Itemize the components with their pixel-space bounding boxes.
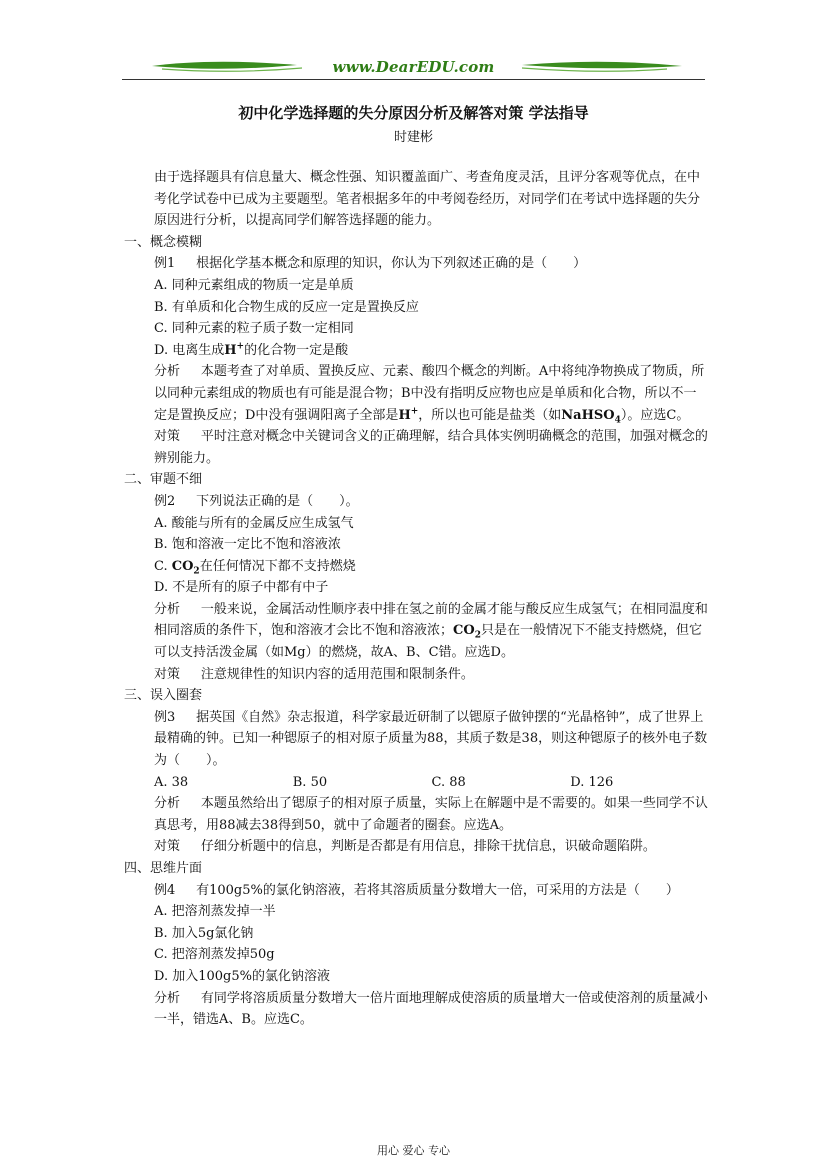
header-rule	[122, 79, 705, 80]
analysis-text: 本题虽然给出了锶原子的相对原子质量，实际上在解题中是不需要的。如果一些同学不认真思考，用88减去38得到50，就中了命题者的圈套。应选A。	[154, 796, 708, 833]
analysis-paragraph	[124, 599, 709, 664]
analysis-text: ）。应选C。	[620, 407, 690, 423]
analysis-text: 只是在一般情况下不能支持燃烧，但它可以支持活泼金属（如Mg）的燃烧，故A、B、C错。应选D。	[154, 623, 702, 661]
analysis-text: 一般来说，金属活动性顺序表中排在氢之前的金属才能与酸反应生成氢气；在相同温度和相同溶质的条件下，饱和溶液才会比不饱和溶液浓；	[154, 601, 708, 639]
option-row	[124, 772, 709, 794]
formula-base: H	[224, 342, 237, 358]
example-label: 例2	[154, 493, 176, 509]
analysis-text: 有同学将溶质质量分数增大一倍片面地理解成使溶质的质量增大一倍或使溶剂的质量减小一半，错选A、B。应选C。	[154, 990, 708, 1028]
option-b: B. 饱和溶液一定比不饱和溶液浓	[154, 537, 341, 553]
option-b: B. 加入5g氯化钠	[154, 925, 254, 941]
option-d: D. 126	[570, 774, 614, 790]
analysis-text: 本题考查了对单质、置换反应、元素、酸四个概念的判断。A中将纯净物换成了物质，所以同种元素组成的物质也有可能是混合物；B中没有指明反应物也应是单质和化合物，所以不一定是置换反应；D中没有强调阳离子全部是	[154, 364, 705, 423]
formula-sup: +	[410, 406, 419, 417]
page-footer: 用心 爱心 专心	[377, 1144, 450, 1157]
option-d	[124, 340, 709, 362]
option-a: A. 把溶剂蒸发掉一半	[154, 904, 276, 920]
formula-base: CO	[171, 558, 194, 574]
option-c: C. 88	[431, 774, 466, 790]
option-d: D. 不是所有的原子中都有中子	[154, 580, 329, 596]
page-title: 初中化学选择题的失分原因分析及解答对策 学法指导	[238, 104, 589, 122]
site-url: www.DearEDU.com	[332, 58, 495, 76]
chem-formula	[453, 623, 481, 642]
analysis-label: 分析	[154, 796, 181, 812]
formula-base: NaHSO	[561, 407, 615, 423]
section-heading: 四、思维片面	[124, 861, 203, 876]
option-text: 在任何情况下都不支持燃烧	[199, 558, 356, 574]
option-c: C. 同种元素的粒子质子数一定相同	[154, 321, 354, 337]
author: 时建彬	[393, 130, 433, 145]
analysis-paragraph	[124, 361, 709, 426]
chem-formula	[398, 408, 418, 423]
question-text: 有100g5%的氯化钠溶液，若将其溶质质量分数增大一倍，可采用的方法是（ ）	[196, 882, 679, 898]
example-label: 例4	[154, 882, 176, 898]
question-text: 据英国《自然》杂志报道，科学家最近研制了以锶原子做钟摆的“光晶格钟”，成了世界上最精确的钟。已知一种锶原子的相对原子质量为88，其质子数是38，则这种锶原子的核外电子数为（ ）。	[154, 709, 708, 769]
section-heading: 三、误入圈套	[124, 688, 203, 704]
example-question	[124, 880, 709, 902]
analysis-label: 分析	[154, 990, 181, 1006]
option-a: A. 同种元素组成的物质一定是单质	[154, 277, 354, 293]
analysis-label: 分析	[154, 364, 181, 380]
strategy-paragraph	[124, 426, 709, 469]
strategy-paragraph	[124, 664, 709, 686]
strategy-text: 仔细分析题中的信息，判断是否都是有用信息，排除干扰信息，识破命题陷阱。	[200, 839, 656, 855]
analysis-text: ，所以也可能是盐类（如	[418, 407, 562, 423]
question-text: 下列说法正确的是（ ）。	[196, 493, 359, 509]
option-c	[124, 556, 709, 578]
formula-base: CO	[453, 623, 475, 639]
example-question	[124, 707, 709, 772]
formula-sup: +	[236, 341, 245, 352]
option-text: D. 电离生成	[154, 342, 225, 358]
option-a: A. 38	[154, 774, 189, 790]
question-text: 根据化学基本概念和原理的知识，你认为下列叙述正确的是（ ）	[196, 256, 587, 272]
option-c: C. 把溶剂蒸发掉50g	[154, 947, 275, 963]
section-heading: 一、概念模糊	[124, 234, 203, 250]
option-b: B. 50	[292, 774, 328, 790]
article-body	[124, 167, 709, 1031]
header-banner	[122, 52, 705, 82]
analysis-paragraph	[124, 988, 709, 1031]
intro-paragraph: 由于选择题具有信息量大、概念性强、知识覆盖面广、考查角度灵活，且评分客观等优点，在中考化学试卷中已成为主要题型。笔者根据多年的中考阅卷经历，对同学们在考试中选择题的失分原因进行分析，以提高同学们解答选择题的能力。	[154, 170, 701, 229]
example-label: 例3	[154, 709, 176, 725]
strategy-text: 注意规律性的知识内容的适用范围和限制条件。	[200, 666, 474, 682]
strategy-label: 对策	[154, 839, 181, 855]
chem-formula	[561, 407, 621, 426]
option-a: A. 酸能与所有的金属反应生成氢气	[154, 515, 354, 531]
strategy-text: 平时注意对概念中关键词含义的正确理解，结合具体实例明确概念的范围，加强对概念的辨别能力。	[154, 429, 708, 466]
chem-formula	[171, 558, 200, 577]
example-question	[124, 491, 709, 513]
formula-sub: 2	[474, 631, 481, 642]
option-b: B. 有单质和化合物生成的反应一定是置换反应	[154, 299, 419, 315]
strategy-paragraph	[124, 836, 709, 858]
strategy-label: 对策	[154, 666, 181, 682]
strategy-label: 对策	[154, 429, 181, 445]
section-heading: 二、审题不细	[124, 472, 203, 488]
chem-formula	[224, 343, 244, 358]
option-d: D. 加入100g5%的氯化钠溶液	[154, 968, 330, 984]
analysis-label: 分析	[154, 601, 181, 617]
analysis-paragraph	[124, 793, 709, 836]
formula-sub: 2	[193, 566, 200, 577]
formula-base: H	[398, 407, 411, 423]
formula-sub: 4	[614, 415, 621, 426]
option-text: 的化合物一定是酸	[244, 342, 349, 358]
example-question	[124, 253, 709, 275]
example-label: 例1	[154, 256, 176, 272]
option-text: C.	[154, 558, 172, 574]
